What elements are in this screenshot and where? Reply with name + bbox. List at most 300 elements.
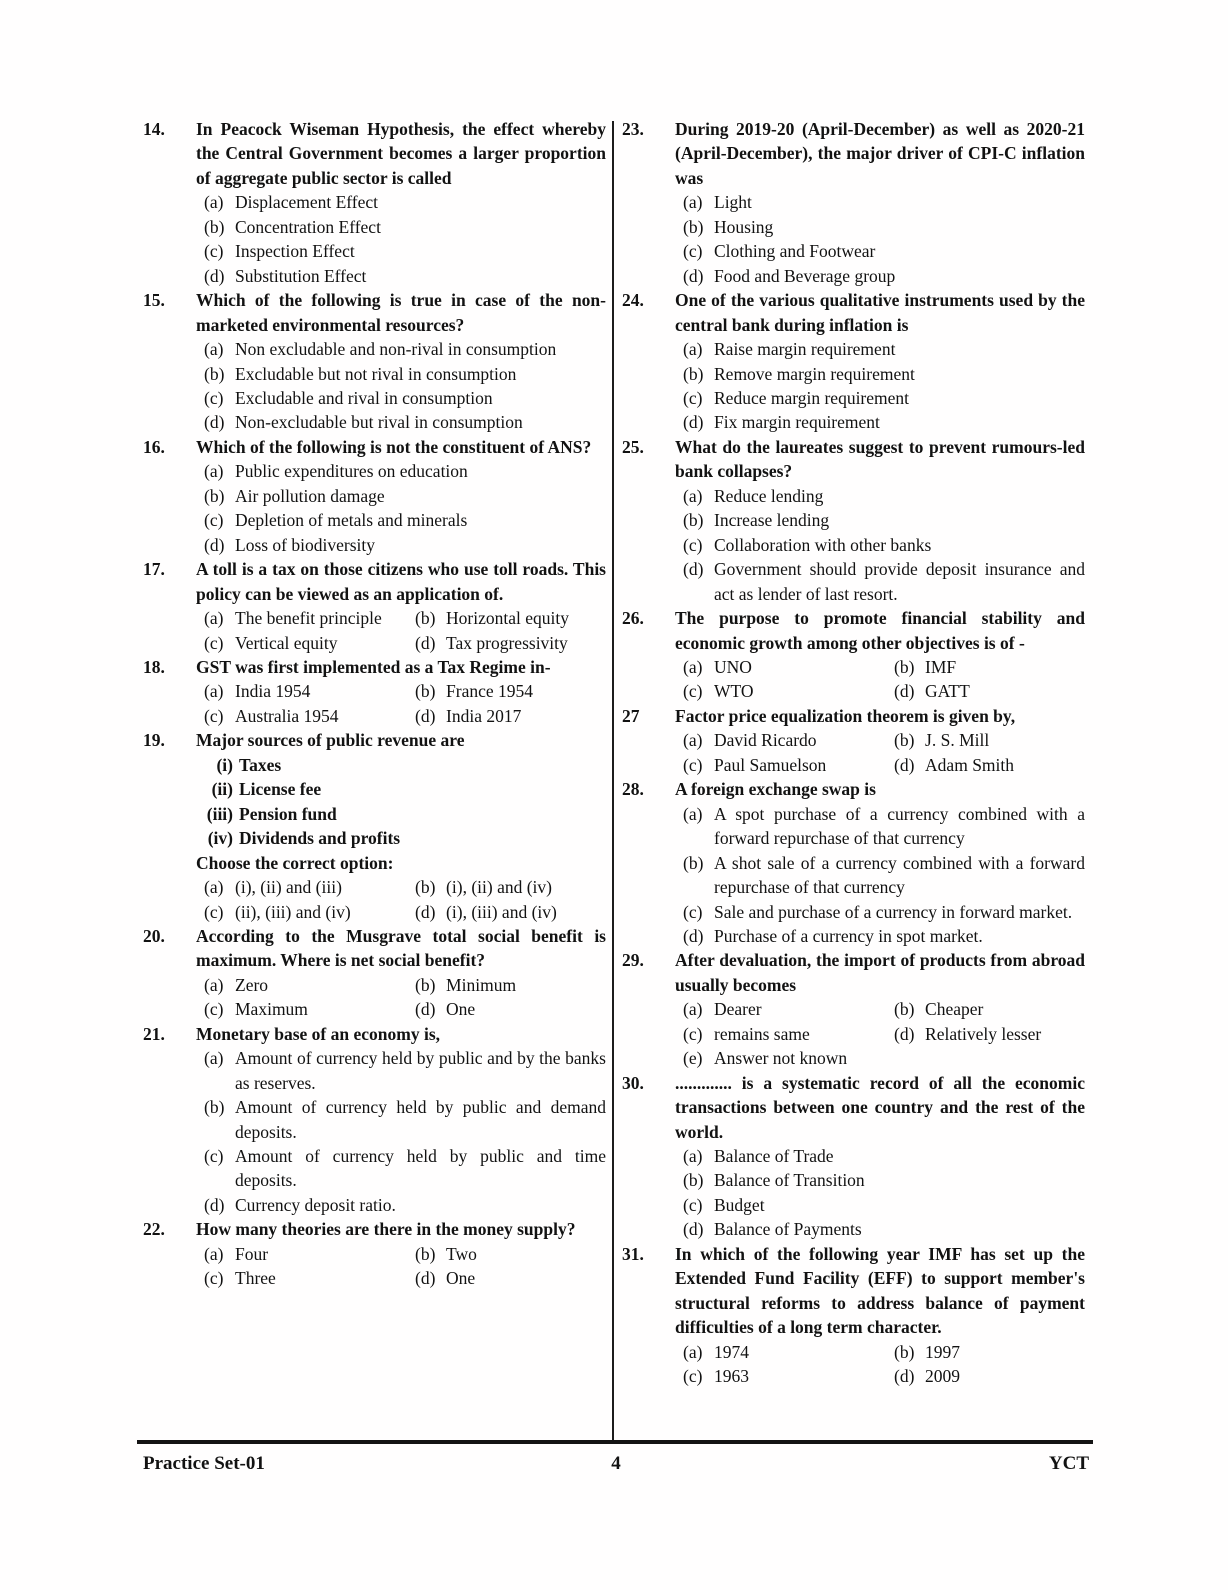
option-text: David Ricardo <box>714 730 817 751</box>
option <box>894 997 1085 1021</box>
option-text: Reduce margin requirement <box>714 387 910 408</box>
options-grid <box>196 875 606 924</box>
question-stem: In Peacock Wiseman Hypothesis, the effect whereby the Central Government becomes a larger proportion of aggregate public sector is called <box>196 119 606 188</box>
footer-brand-label: YCT <box>1048 1453 1089 1474</box>
question-stem: One of the various qualitative instruments used by the central bank during inflation is <box>675 290 1085 335</box>
option <box>675 802 1085 851</box>
question-body <box>196 924 606 1022</box>
option-label: (d) <box>683 265 704 286</box>
option-text: Non-excludable but rival in consumption <box>235 412 523 433</box>
question-number: 17. <box>143 559 165 580</box>
option-label: (d) <box>683 412 704 433</box>
option-text: Inspection Effect <box>235 241 355 262</box>
question-stem: Which of the following is true in case of the non-marketed environmental resources? <box>196 290 606 335</box>
option-text: Zero <box>235 974 269 995</box>
option-text: Raise margin requirement <box>714 339 896 360</box>
option <box>675 1168 1085 1192</box>
sub-item-text: Taxes <box>239 754 282 775</box>
option-text: GATT <box>925 681 970 702</box>
option <box>415 875 606 899</box>
question-stem: How many theories are there in the money supply? <box>196 1219 576 1240</box>
option-label: (d) <box>683 559 704 580</box>
option-text: France 1954 <box>446 681 534 702</box>
option-label: (a) <box>204 339 224 360</box>
option-text: India 2017 <box>446 705 522 726</box>
sub-item-text: License fee <box>239 779 322 800</box>
question-number: 26. <box>622 608 644 629</box>
option <box>196 1193 606 1217</box>
option <box>204 1242 415 1266</box>
option-text: 2009 <box>925 1366 961 1387</box>
option <box>415 679 606 703</box>
option-text: Australia 1954 <box>235 705 339 726</box>
option <box>675 410 1085 434</box>
option-label: (a) <box>204 608 224 629</box>
option-text: Adam Smith <box>925 754 1015 775</box>
options-grid <box>196 1242 606 1291</box>
option <box>683 1340 894 1364</box>
question-body <box>675 606 1085 704</box>
option-label: (b) <box>894 656 915 677</box>
option-text: Sale and purchase of a currency in forward market. <box>714 901 1073 922</box>
option-label: (b) <box>894 1341 915 1362</box>
options-grid <box>675 655 1085 704</box>
sub-item <box>196 777 606 801</box>
question-number: 27 <box>622 705 640 726</box>
question <box>622 288 1085 435</box>
sub-item-label: (iv) <box>207 828 233 849</box>
option-label: (a) <box>683 485 703 506</box>
option-text: Collaboration with other banks <box>714 534 932 555</box>
option-text: 1974 <box>714 1341 749 1362</box>
option <box>415 1266 606 1290</box>
option <box>675 924 1085 948</box>
option-label: (d) <box>894 1023 915 1044</box>
option-label: (a) <box>683 730 703 751</box>
option <box>204 973 415 997</box>
option-text: Horizontal equity <box>446 608 569 629</box>
option <box>196 1095 606 1144</box>
question <box>622 1242 1085 1389</box>
sub-item <box>196 802 606 826</box>
question-body <box>675 117 1085 288</box>
option-label: (a) <box>204 974 224 995</box>
question-stem: Factor price equalization theorem is given by, <box>675 705 1016 726</box>
option-label: (b) <box>415 1243 436 1264</box>
question-number: 25. <box>622 436 644 457</box>
option <box>683 1364 894 1388</box>
option-text: One <box>446 999 476 1020</box>
option <box>683 679 894 703</box>
option <box>675 239 1085 263</box>
question <box>143 557 606 655</box>
question <box>622 117 1085 288</box>
question <box>143 1217 606 1290</box>
question-number: 30. <box>622 1072 644 1093</box>
option-label: (c) <box>683 1023 703 1044</box>
option-text: Light <box>714 192 752 213</box>
options-grid <box>675 1340 1085 1389</box>
options-grid <box>675 728 1085 777</box>
sub-item <box>196 826 606 850</box>
question-body <box>675 948 1085 1070</box>
option-text: Balance of Trade <box>714 1146 834 1167</box>
option <box>204 1266 415 1290</box>
question-body <box>196 1217 606 1290</box>
question-body <box>675 1071 1085 1242</box>
option <box>415 1242 606 1266</box>
question-body <box>675 435 1085 606</box>
option <box>683 728 894 752</box>
question-stem: After devaluation, the import of products from abroad usually becomes <box>675 950 1085 995</box>
option <box>204 900 415 924</box>
option-label: (c) <box>204 1146 224 1167</box>
question-stem: Monetary base of an economy is, <box>196 1023 441 1044</box>
option-label: (b) <box>204 485 225 506</box>
option <box>196 264 606 288</box>
question-number: 31. <box>622 1243 644 1264</box>
option-label: (d) <box>204 412 225 433</box>
option-text: (i), (ii) and (iv) <box>446 877 552 898</box>
option <box>204 704 415 728</box>
option <box>196 386 606 410</box>
option-label: (d) <box>894 754 915 775</box>
option <box>894 679 1085 703</box>
option-text: Paul Samuelson <box>714 754 827 775</box>
option <box>894 1364 1085 1388</box>
option-label: (b) <box>683 363 704 384</box>
option <box>196 1144 606 1193</box>
option-text: Balance of Transition <box>714 1170 865 1191</box>
option <box>675 190 1085 214</box>
option-text: Depletion of metals and minerals <box>235 510 468 531</box>
question <box>143 117 606 288</box>
option <box>675 1144 1085 1168</box>
option <box>675 533 1085 557</box>
footer-rule <box>137 1440 1093 1444</box>
option-text: A spot purchase of a currency combined with a forward repurchase of that currency <box>714 803 1085 849</box>
question-number: 21. <box>143 1023 165 1044</box>
option <box>675 1193 1085 1217</box>
option <box>415 631 606 655</box>
question-body <box>196 117 606 288</box>
option-text: Currency deposit ratio. <box>235 1194 396 1215</box>
question <box>622 777 1085 948</box>
question-number: 19. <box>143 730 165 751</box>
question-stem: GST was first implemented as a Tax Regime in- <box>196 656 551 677</box>
option-text: Excludable and rival in consumption <box>235 387 493 408</box>
option-label: (d) <box>415 901 436 922</box>
option <box>675 508 1085 532</box>
option-label: (b) <box>683 852 704 873</box>
question-number: 23. <box>622 119 644 139</box>
option-label: (d) <box>894 681 915 702</box>
option-label: (b) <box>683 510 704 531</box>
option-text: Purchase of a currency in spot market. <box>714 925 983 946</box>
option-text: (i), (iii) and (iv) <box>446 901 557 922</box>
question-stem: During 2019-20 (April-December) as well as 2020-21 (April-December), the major driver of CPI-C inflation was <box>675 119 1085 188</box>
option <box>675 557 1085 606</box>
option-text: Dearer <box>714 999 762 1020</box>
option-text: J. S. Mill <box>925 730 990 751</box>
option <box>675 386 1085 410</box>
question-stem: Which of the following is not the constituent of ANS? <box>196 436 592 457</box>
sub-item-label: (i) <box>216 754 233 775</box>
option-text: Fix margin requirement <box>714 412 880 433</box>
option-text: Non excludable and non-rival in consumption <box>235 339 557 360</box>
options-grid <box>675 997 1085 1070</box>
question-stem: Major sources of public revenue are <box>196 730 465 751</box>
question-number: 18. <box>143 656 165 677</box>
option-label: (b) <box>204 1097 225 1118</box>
option-label: (a) <box>683 1341 703 1362</box>
option-label: (d) <box>683 925 704 946</box>
question <box>143 924 606 1022</box>
option-text: Public expenditures on education <box>235 461 468 482</box>
option <box>683 655 894 679</box>
option-label: (a) <box>204 877 224 898</box>
option-label: (c) <box>683 901 703 922</box>
option <box>675 215 1085 239</box>
question-body <box>196 435 606 557</box>
option-label: (d) <box>415 705 436 726</box>
option <box>675 337 1085 361</box>
option-label: (a) <box>683 1146 703 1167</box>
option <box>415 704 606 728</box>
option <box>894 1340 1085 1364</box>
option-label: (d) <box>894 1366 915 1387</box>
question-body <box>196 728 606 924</box>
option <box>683 753 894 777</box>
question-body <box>196 655 606 728</box>
question-stem: What do the laureates suggest to prevent rumours-led bank collapses? <box>675 436 1085 482</box>
page-number: 4 <box>611 1453 621 1474</box>
option <box>894 728 1085 752</box>
option <box>196 337 606 361</box>
question-number: 22. <box>143 1219 165 1240</box>
option-label: (c) <box>683 681 703 702</box>
option <box>204 875 415 899</box>
option <box>204 679 415 703</box>
option <box>894 753 1085 777</box>
option <box>196 239 606 263</box>
option-text: Three <box>235 1268 276 1289</box>
choose-option-note: Choose the correct option: <box>196 852 394 873</box>
option <box>675 851 1085 900</box>
question-body <box>196 288 606 435</box>
option-text: (ii), (iii) and (iv) <box>235 901 351 922</box>
option-label: (c) <box>683 754 703 775</box>
footer <box>143 1452 1089 1476</box>
option-text: Air pollution damage <box>235 485 385 506</box>
question <box>143 288 606 435</box>
option-label: (a) <box>204 681 224 702</box>
option-label: (c) <box>204 999 224 1020</box>
sub-item-label: (ii) <box>211 779 233 800</box>
option-label: (a) <box>683 656 703 677</box>
question <box>622 435 1085 606</box>
option-label: (c) <box>683 1194 703 1215</box>
option-text: remains same <box>714 1023 810 1044</box>
option <box>196 362 606 386</box>
option-label: (d) <box>683 1219 704 1240</box>
option <box>683 1022 894 1046</box>
option-label: (b) <box>415 974 436 995</box>
option-text: Displacement Effect <box>235 192 379 213</box>
sub-item <box>196 753 606 777</box>
option-label: (a) <box>204 1243 224 1264</box>
option-label: (d) <box>415 1268 436 1289</box>
option-text: Budget <box>714 1194 765 1215</box>
option <box>196 1046 606 1095</box>
option-text: Tax progressivity <box>446 632 568 653</box>
option <box>683 1046 894 1070</box>
option <box>204 606 415 630</box>
option-label: (b) <box>894 999 915 1020</box>
question-stem: A foreign exchange swap is <box>675 779 876 800</box>
question <box>143 655 606 728</box>
option-label: (c) <box>204 705 224 726</box>
question-number: 20. <box>143 925 165 946</box>
option-text: Excludable but not rival in consumption <box>235 363 517 384</box>
option-text: Vertical equity <box>235 632 338 653</box>
option-text: Four <box>235 1243 269 1264</box>
option-label: (d) <box>415 999 436 1020</box>
option-text: WTO <box>714 681 754 702</box>
option-label: (c) <box>204 510 224 531</box>
question <box>143 435 606 557</box>
option <box>415 606 606 630</box>
option-label: (c) <box>204 1268 224 1289</box>
option <box>196 484 606 508</box>
question-column-left <box>143 117 606 1291</box>
option-text: India 1954 <box>235 681 311 702</box>
option-text: Maximum <box>235 999 308 1020</box>
option-label: (c) <box>204 241 224 262</box>
question <box>622 606 1085 704</box>
option-label: (c) <box>683 241 703 262</box>
question <box>143 1022 606 1218</box>
question-number: 16. <box>143 436 165 457</box>
option-label: (c) <box>683 1366 703 1387</box>
option-label: (c) <box>683 534 703 555</box>
option-text: Government should provide deposit insurance and act as lender of last resort. <box>714 559 1085 604</box>
question-column-right <box>622 117 1085 1389</box>
option <box>415 997 606 1021</box>
option-text: Amount of currency held by public and demand deposits. <box>235 1097 606 1142</box>
option <box>675 484 1085 508</box>
option-label: (c) <box>204 901 224 922</box>
option-label: (c) <box>683 387 703 408</box>
question-body <box>196 557 606 655</box>
option-label: (a) <box>204 1048 224 1069</box>
question-stem: ............. is a systematic record of all the economic transactions between one country and the rest of the world. <box>675 1072 1085 1142</box>
question-number: 14. <box>143 119 165 139</box>
option-label: (b) <box>894 730 915 751</box>
question-body <box>675 777 1085 948</box>
options-grid <box>196 973 606 1022</box>
sub-item-text: Dividends and profits <box>239 828 401 849</box>
option-label: (b) <box>415 681 436 702</box>
question <box>622 948 1085 1070</box>
column-divider <box>612 121 614 1441</box>
option-text: Relatively lesser <box>925 1023 1042 1044</box>
option-text: Housing <box>714 216 774 237</box>
option-label: (a) <box>683 999 703 1020</box>
question-body <box>675 288 1085 435</box>
option-label: (d) <box>415 632 436 653</box>
option-text: Increase lending <box>714 510 830 531</box>
option-label: (a) <box>683 803 703 824</box>
option-text: Answer not known <box>714 1048 848 1069</box>
option <box>196 410 606 434</box>
option-text: The benefit principle <box>235 608 382 629</box>
option-text: Clothing and Footwear <box>714 241 876 262</box>
option-text: Minimum <box>446 974 517 995</box>
option-label: (a) <box>204 192 224 213</box>
options-grid <box>196 606 606 655</box>
option <box>415 973 606 997</box>
option <box>675 362 1085 386</box>
option-label: (b) <box>204 216 225 237</box>
options-grid <box>196 679 606 728</box>
option-text: Balance of Payments <box>714 1219 862 1240</box>
option-text: A shot sale of a currency combined with a forward repurchase of that currency <box>714 852 1085 898</box>
question-body <box>675 1242 1085 1389</box>
sub-item-text: Pension fund <box>239 803 337 824</box>
option-text: Reduce lending <box>714 485 824 506</box>
option-text: 1963 <box>714 1366 749 1387</box>
option-text: Amount of currency held by public and by the banks as reserves. <box>235 1048 606 1093</box>
option <box>675 264 1085 288</box>
option-text: Food and Beverage group <box>714 265 896 286</box>
option-text: Amount of currency held by public and time deposits. <box>235 1146 606 1191</box>
option-label: (d) <box>204 265 225 286</box>
question-number: 28. <box>622 779 644 800</box>
option-label: (b) <box>683 1170 704 1191</box>
option-text: Loss of biodiversity <box>235 534 375 555</box>
option <box>196 190 606 214</box>
option-text: Concentration Effect <box>235 216 381 237</box>
option-label: (a) <box>683 339 703 360</box>
option-label: (b) <box>204 363 225 384</box>
option-label: (b) <box>683 216 704 237</box>
question-stem: In which of the following year IMF has set up the Extended Fund Facility (EFF) to support member's structural reforms to address balance of payment difficulties of a long term character. <box>675 1243 1085 1338</box>
question-stem: According to the Musgrave total social benefit is maximum. Where is net social benefit? <box>196 925 606 971</box>
option-label: (a) <box>683 192 703 213</box>
option-label: (b) <box>415 877 436 898</box>
question-number: 15. <box>143 290 165 311</box>
question-body <box>196 1022 606 1218</box>
question-body <box>675 704 1085 777</box>
option-text: IMF <box>925 656 957 677</box>
option <box>196 508 606 532</box>
option <box>196 215 606 239</box>
option-text: One <box>446 1268 476 1289</box>
option <box>204 631 415 655</box>
option-label: (c) <box>204 632 224 653</box>
option <box>415 900 606 924</box>
question-stem: A toll is a tax on those citizens who use toll roads. This policy can be viewed as an application of. <box>196 559 606 604</box>
sub-item-label: (iii) <box>206 803 233 824</box>
question-number: 29. <box>622 950 644 971</box>
option-label: (e) <box>683 1048 703 1069</box>
footer-set-label: Practice Set-01 <box>143 1453 265 1474</box>
option-text: Two <box>446 1243 477 1264</box>
option <box>196 459 606 483</box>
option <box>894 655 1085 679</box>
option <box>675 900 1085 924</box>
